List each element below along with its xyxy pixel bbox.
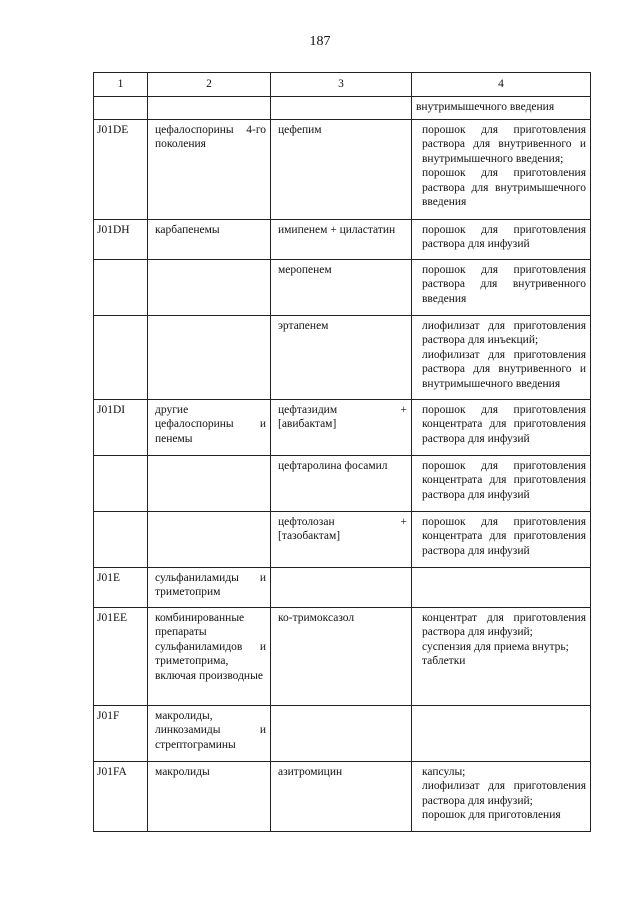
- group-name-cell: макролиды, линкозамиды и стрептограмины: [148, 705, 271, 761]
- dosage-forms-cell: [412, 705, 591, 761]
- table-row: [94, 315, 591, 399]
- atc-code-cell: [94, 97, 148, 120]
- group-name-cell: комбинированные препараты сульфаниламидов и триметоприма, включая производные: [148, 607, 271, 705]
- atc-code-cell: J01F: [94, 705, 148, 761]
- group-name-cell: [148, 455, 271, 511]
- drug-name-cell: цефепим: [271, 119, 412, 219]
- dosage-form: порошок для приготовления раствора для внутримышечного введения: [422, 167, 586, 208]
- table-row: [94, 119, 591, 219]
- drug-name-cell: эртапенем: [271, 315, 412, 399]
- dosage-form: концентрат для приготовления раствора для инфузий;: [422, 611, 586, 638]
- dosage-form: лиофилизат для приготовления раствора для внутривенного и внутримышечного введения: [422, 348, 586, 390]
- drug-name-cell: цефтолозан + [тазобактам]: [271, 511, 412, 567]
- atc-code-cell: J01FA: [94, 761, 148, 831]
- atc-code-cell: J01DE: [94, 119, 148, 219]
- table-row: [94, 567, 591, 607]
- column-header: 2: [148, 73, 271, 97]
- table-row: [94, 455, 591, 511]
- dosage-forms-cell: [412, 761, 591, 831]
- group-name-cell: карбапенемы: [148, 219, 271, 259]
- drug-table: [93, 72, 591, 832]
- dosage-form: лиофилизат для приготовления раствора для инфузий;: [422, 780, 586, 807]
- drug-name-cell: цефтазидим + [авибактам]: [271, 399, 412, 455]
- dosage-forms-cell: [412, 607, 591, 705]
- table-row: [94, 705, 591, 761]
- drug-name-cell: [271, 705, 412, 761]
- dosage-forms-cell: [412, 455, 591, 511]
- atc-code-cell: J01DI: [94, 399, 148, 455]
- table-row: [94, 399, 591, 455]
- dosage-form: порошок для приготовления: [422, 809, 561, 821]
- dosage-forms-cell: [412, 399, 591, 455]
- table-row: [94, 511, 591, 567]
- atc-code-cell: [94, 259, 148, 315]
- column-header: 3: [271, 73, 412, 97]
- table-header-row: [94, 73, 591, 97]
- group-name-cell: цефалоспорины 4-го поколения: [148, 119, 271, 219]
- drug-name-cell: цефтаролина фосамил: [271, 455, 412, 511]
- dosage-form: порошок для приготовления раствора для внутривенного введения: [422, 263, 586, 305]
- dosage-forms-cell: [412, 511, 591, 567]
- dosage-form: суспензия для приема внутрь;: [422, 640, 569, 653]
- drug-name-cell: ко-тримоксазол: [271, 607, 412, 705]
- atc-code-cell: J01EE: [94, 607, 148, 705]
- atc-code-cell: [94, 455, 148, 511]
- dosage-forms-cell: [412, 119, 591, 219]
- dosage-form: капсулы;: [422, 765, 466, 778]
- drug-name-cell: [271, 97, 412, 120]
- dosage-forms-cell: [412, 97, 591, 120]
- dosage-form: порошок для приготовления концентрата для приготовления раствора для инфузий: [422, 459, 586, 501]
- table-row: [94, 761, 591, 831]
- column-header: 1: [94, 73, 148, 97]
- group-name-cell: другие цефалоспорины и пенемы: [148, 399, 271, 455]
- dosage-form: порошок для приготовления концентрата для приготовления раствора для инфузий: [422, 403, 586, 445]
- group-name-cell: макролиды: [148, 761, 271, 831]
- atc-code-cell: J01DH: [94, 219, 148, 259]
- table-row: [94, 259, 591, 315]
- dosage-forms-cell: [412, 315, 591, 399]
- group-name-cell: [148, 259, 271, 315]
- dosage-form: лиофилизат для приготовления раствора для инъекций;: [422, 319, 586, 346]
- table-row: [94, 97, 591, 120]
- drug-name-cell: азитромицин: [271, 761, 412, 831]
- dosage-form: порошок для приготовления раствора для внутривенного и внутримышечного введения;: [422, 123, 586, 165]
- table-row: [94, 219, 591, 259]
- group-name-cell: [148, 97, 271, 120]
- group-name-cell: [148, 511, 271, 567]
- dosage-form: таблетки: [422, 655, 466, 667]
- group-name-cell: сульфаниламиды и триметоприм: [148, 567, 271, 607]
- dosage-forms-cell: [412, 219, 591, 259]
- group-name-cell: [148, 315, 271, 399]
- drug-name-cell: [271, 567, 412, 607]
- dosage-forms-cell: [412, 567, 591, 607]
- dosage-form: порошок для приготовления раствора для инфузий: [422, 223, 586, 250]
- dosage-form: порошок для приготовления концентрата для приготовления раствора для инфузий: [422, 515, 586, 557]
- atc-code-cell: [94, 511, 148, 567]
- dosage-form: внутримышечного введения: [416, 101, 555, 113]
- column-header: 4: [412, 73, 591, 97]
- drug-name-cell: меропенем: [271, 259, 412, 315]
- dosage-forms-cell: [412, 259, 591, 315]
- atc-code-cell: J01E: [94, 567, 148, 607]
- drug-name-cell: имипенем + циластатин: [271, 219, 412, 259]
- page-number: 187: [309, 34, 331, 49]
- table-row: [94, 607, 591, 705]
- atc-code-cell: [94, 315, 148, 399]
